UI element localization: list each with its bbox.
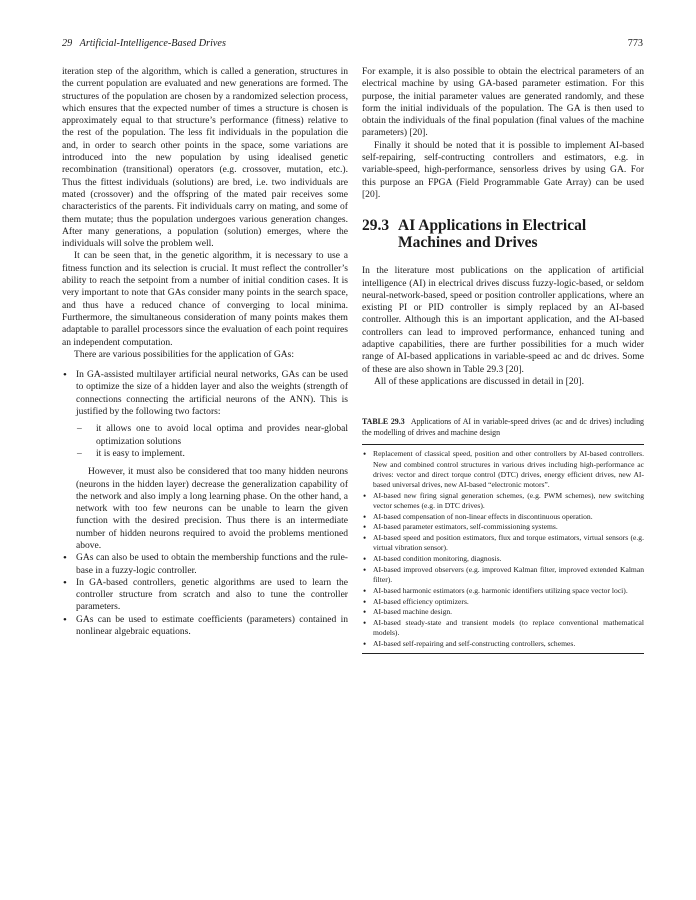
table-item: • AI-based self-repairing and self-constructing controllers, schemes. <box>373 639 644 649</box>
table-item: • Replacement of classical speed, position and other controllers by AI-based controllers. New and combined control structures in various drives including high-performance ac drives: vector and direct torque control (DTC) drives, energy efficient drives, new AI-based universal drives, new AI-based “electronic motors”. <box>373 449 644 490</box>
table-items <box>362 449 644 652</box>
chapter-number: 29 <box>62 38 73 49</box>
list-item: • GAs can be used to estimate coefficients (parameters) contained in nonlinear algebraic equations. <box>76 614 348 639</box>
left-column <box>62 66 348 638</box>
section-heading <box>362 217 644 251</box>
table-item: • AI-based parameter estimators, self-commissioning systems. <box>373 522 644 532</box>
list-item <box>76 369 348 552</box>
table-item: • AI-based machine design. <box>373 607 644 617</box>
bullet-text-ann: In GA-assisted multilayer artificial neural networks, GAs can be used to optimize the size of a hidden layer and also the weights (strength of connections connecting the artificial neurons of the ANN). This is justified by the following two factors: <box>76 369 348 418</box>
page-number: 773 <box>627 38 643 49</box>
list-item: – it is easy to implement. <box>96 448 348 460</box>
right-paragraph-4: All of these applications are discussed in detail in [20]. <box>374 375 584 387</box>
list-item: • GAs can also be used to obtain the membership functions and the rule-base in a fuzzy-logic controller. <box>76 552 348 577</box>
section-number: 29.3 <box>362 217 390 235</box>
table-top-rule <box>362 444 644 445</box>
right-paragraph-3: In the literature most publications on the application of artificial intelligence (AI) in electrical drives discuss fuzzy-logic-based, or seldom neural-network-based, speed or position controller applications, where an existing PI or PID controller is simply replaced by an AI-based controller. Although this is an important application, and the AI-based controllers can lead to improved performance, enhanced tuning and adaptive capabilities, there are further possibilities for a much wider range of AI-based applications in variable-speed ac and dc drives. Some of these are also shown in Table 29.3 [20]. <box>362 265 644 375</box>
list-item: • In GA-based controllers, genetic algorithms are used to learn the controller structure from scratch and also to tune the controller parameters. <box>76 577 348 614</box>
table-item: • AI-based efficiency optimizers. <box>373 597 644 607</box>
ga-applications-list <box>62 369 348 638</box>
table-item: • AI-based improved observers (e.g. improved Kalman filter, improved extended Kalman filter). <box>373 565 644 586</box>
left-paragraph-3: There are various possibilities for the application of GAs: <box>74 348 295 360</box>
table-item: • AI-based condition monitoring, diagnosis. <box>373 554 644 564</box>
factors-list <box>76 423 348 460</box>
bullet-continuation: However, it must also be considered that too many hidden neurons (neurons in the hidden layer) decrease the generalization capability of the network and also imply a long learning phase. On the other hand, a network with too few neurons can be unable to learn the given function with the desired precision. Thus there is an intermediate number of hidden neurons required to avoid the problems mentioned above. <box>76 466 348 551</box>
table-item: • AI-based speed and position estimators, flux and torque estimators, virtual sensors (e.g. virtual vibration sensor). <box>373 533 644 554</box>
section-title-line-1: AI Applications in Electrical <box>398 217 587 235</box>
table-bottom-rule <box>362 653 644 654</box>
left-paragraph-1: iteration step of the algorithm, which is called a generation, structures in the current population are evaluated and new generations are formed. The structures of the population are chosen by a randomized selection process, which ensures that the expected number of times a structure is chosen is approximately equal to that structure’s performance (fitness) relative to the rest of the population. The less fit individuals in the population die and, in order to search other points in the space, some variations are introduced into the new population by using idealised genetic recombination (transitional) operators (e.g. crossover, mutation, etc.). Thus the fittest individuals (solutions) are bred, i.e. two individuals are mated (crossover) and the offspring of the mated pair receives some characteristics of the parents. Fit individuals carry on mating, and some of them mutate; thus the population undergoes various generation changes. After many generations, a population (solution) emerges, where the individuals will solve the problem well. <box>62 66 348 250</box>
table-item: • AI-based new firing signal generation schemes, (e.g. PWM schemes), new switching vector schemes (e.g. in DTC drives). <box>373 491 644 512</box>
list-item: – it allows one to avoid local optima and provides near-global optimization solutions <box>96 423 348 448</box>
section-title-line-2: Machines and Drives <box>398 234 538 252</box>
table-item: • AI-based compensation of non-linear effects in discontinuous operation. <box>373 512 644 522</box>
right-column <box>362 66 644 654</box>
table-item: • AI-based harmonic estimators (e.g. harmonic identifiers utilizing space vector loci). <box>373 586 644 596</box>
table-caption <box>362 416 644 438</box>
running-title: Artificial-Intelligence-Based Drives <box>79 38 226 49</box>
right-paragraph-1: For example, it is also possible to obtain the electrical parameters of an electrical machine by using GA-based parameter estimation. For this purpose, the initial parameter values are generated randomly, and these form the initial individuals of the population. The GA is then used to obtain the individuals of the final population (final values of the machine parameters) [20]. <box>362 66 644 139</box>
running-header <box>62 38 643 52</box>
right-paragraph-2: Finally it should be noted that it is possible to implement AI-based self-repairing, self-contructing controllers and estimators, e.g. in variable-speed, high-performance, sensorless drives by using GA. For this purpose an FPGA (Field Programmable Gate Array) can be used [20]. <box>362 139 644 200</box>
left-paragraph-2: It can be seen that, in the genetic algorithm, it is necessary to use a fitness function and its selection is crucial. It must reflect the controller’s ability to reach the setpoint from a number of initial condition cases. It is very important to note that GAs consider many points in the search space, and thus have a reduced chance of converging to local minima. Furthermore, the simultaneous consideration of many points makes them adaptable to parallel processors since the evaluation of each point requires an independent computation. <box>62 250 348 348</box>
table-label: TABLE 29.3 <box>362 417 405 427</box>
table-caption-text: Applications of AI in variable-speed drives (ac and dc drives) including the modelling of drives and machine design <box>362 417 644 438</box>
table-item: • AI-based steady-state and transient models (to replace conventional mathematical models). <box>373 618 644 639</box>
